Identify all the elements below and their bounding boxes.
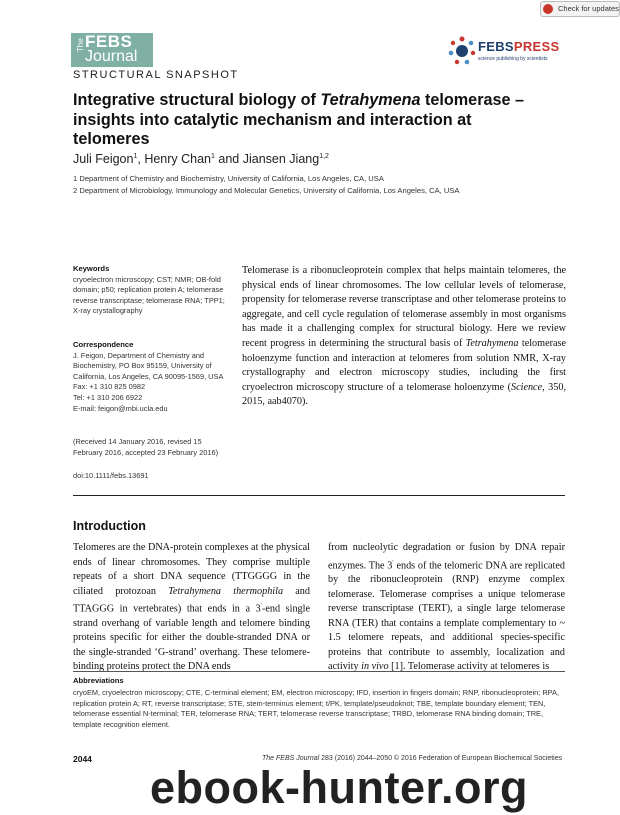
article-title: Integrative structural biology of Tetrahymena telomerase – insights into catalytic mechanism and interaction at telomeres: [73, 91, 524, 148]
email[interactable]: E-mail: feigon@mbi.ucla.edu: [73, 403, 168, 413]
keywords-heading: Keywords: [73, 264, 110, 273]
correspondence-address: J. Feigon, Department of Chemistry and Biochemistry, PO Box 95159, University of California, Los Angeles, CA 90095-1569, USA: [73, 350, 224, 381]
author: Juli Feigon: [73, 152, 134, 166]
page-number: 2044: [73, 754, 92, 764]
intro-column-left: Telomeres are the DNA-protein complexes at the physical ends of linear chromosomes. They comprise multiple repeats of a short DNA sequence (TTGGGG in the ciliated protozoan Tetrahymena thermophila and TTAGGG in vertebrates) that ends in a 3′-end single strand overhang of variable length and telomere binding proteins specific for either the double-stranded DNA or the single-stranded ‘G-strand’ overhang. These telomere-binding proteins protect the DNA ends: [73, 542, 310, 673]
section-label: STRUCTURAL SNAPSHOT: [73, 69, 239, 81]
check-for-updates-label: Check for updates: [558, 4, 619, 13]
abbreviations-text: cryoEM, cryoelectron microscopy; CTE, C-terminal element; EM, electron microscopy; IFD, insertion in fingers domain; RNP, ribonucleoprotein; RPA, replication protein A; RT, reverse transcriptase; STE, stem-terminus element; t/PK, template/pseudoknot; TBE, template boundary element; TEN, telomerase essential N-terminal; TER, telomerase RNA; TERT, telomerase reverse transcriptase; TRBD, telomerase RNA binding domain; TRE, template recognition element.: [73, 688, 560, 729]
keywords-block: [73, 264, 228, 317]
publisher-tagline: science publishing by scientists: [478, 56, 548, 62]
footer-citation: The FEBS Journal 283 (2016) 2044–2050 © 2016 Federation of European Biochemical Societies: [262, 755, 563, 762]
received-dates: (Received 14 January 2016, revised 15 February 2016, accepted 23 February 2016): [73, 437, 219, 457]
abstract: Telomerase is a ribonucleoprotein complex that helps maintain telomeres, the physical ends of linear chromosomes. The low cellular levels of telomerase, propensity for telomerase reverse transcriptase and other telomerase proteins to aggregate, and cell cycle regulation of telomerase assembly in most organisms has made it a challenging complex for structural biology. Here we review recent progress in determining the structural basis of Tetrahymena telomerase holoenzyme function and interaction at telomeres from solution NMR, X-ray crystallography and electron microscopy studies, including the first cryoelectron microscopy structure of a telomerase holoenzyme (Science, 350, 2015, aab4070).: [242, 265, 566, 408]
febs-journal-logo: [71, 33, 153, 67]
publisher-name: FEBSPRESS: [478, 39, 560, 54]
logo-febs: FEBS: [85, 32, 133, 51]
author: Jiansen Jiang: [242, 152, 320, 166]
abbreviations-heading: Abbreviations: [73, 676, 124, 685]
correspondence-block: [73, 340, 228, 414]
keywords-list: cryoelectron microscopy; CST; NMR; OB-fold domain; p50; replication protein A; telomerase reverse transcriptase; telomerase RNA; TPP1; X-ray crystallography: [73, 274, 225, 316]
author-list: Juli Feigon$^1$, Henry Chan$^1$ and Jiansen Jiang$^{1,2}$: [73, 152, 329, 166]
intro-column-right: from nucleolytic degradation or fusion by DNA repair enzymes. The 3′ ends of the telomeric DNA are replicated by the ribonucleoprotein (RNP) enzyme complex telomerase. Telomerase comprises a unique telomerase reverse transcriptase (TERT), a single large telomerase RNA (TER) that contains a template complementary to ~ 1.5 telomere repeats, and additional species-specific proteins that contribute to assembly, localization and activity in vivo [1]. Telomerase activity at telomeres is: [328, 542, 565, 673]
febs-press-logo: [448, 34, 588, 68]
watermark-text: ebook-hunter.org: [150, 762, 528, 813]
section-divider: [73, 495, 565, 496]
affiliation-1: 1 Department of Chemistry and Biochemistry, University of California, Los Angeles, CA, USA: [73, 174, 384, 183]
introduction-heading: Introduction: [73, 519, 146, 533]
affiliation-2: 2 Department of Microbiology, Immunology and Molecular Genetics, University of California, Los Angeles, CA, USA: [73, 186, 460, 195]
fax: Fax: +1 310 825 0982: [73, 382, 146, 392]
febs-press-dots-icon: [448, 34, 476, 68]
correspondence-heading: Correspondence: [73, 340, 134, 349]
doi-link[interactable]: doi:10.1111/febs.13691: [73, 471, 149, 480]
logo-the: The: [76, 38, 85, 52]
logo-journal: Journal: [85, 48, 138, 65]
check-for-updates-button[interactable]: [540, 1, 620, 17]
telephone: Tel: +1 310 206 6922: [73, 392, 143, 402]
author: Henry Chan: [144, 152, 212, 166]
abbreviations-divider: [73, 671, 565, 672]
crossmark-icon: [543, 4, 553, 14]
